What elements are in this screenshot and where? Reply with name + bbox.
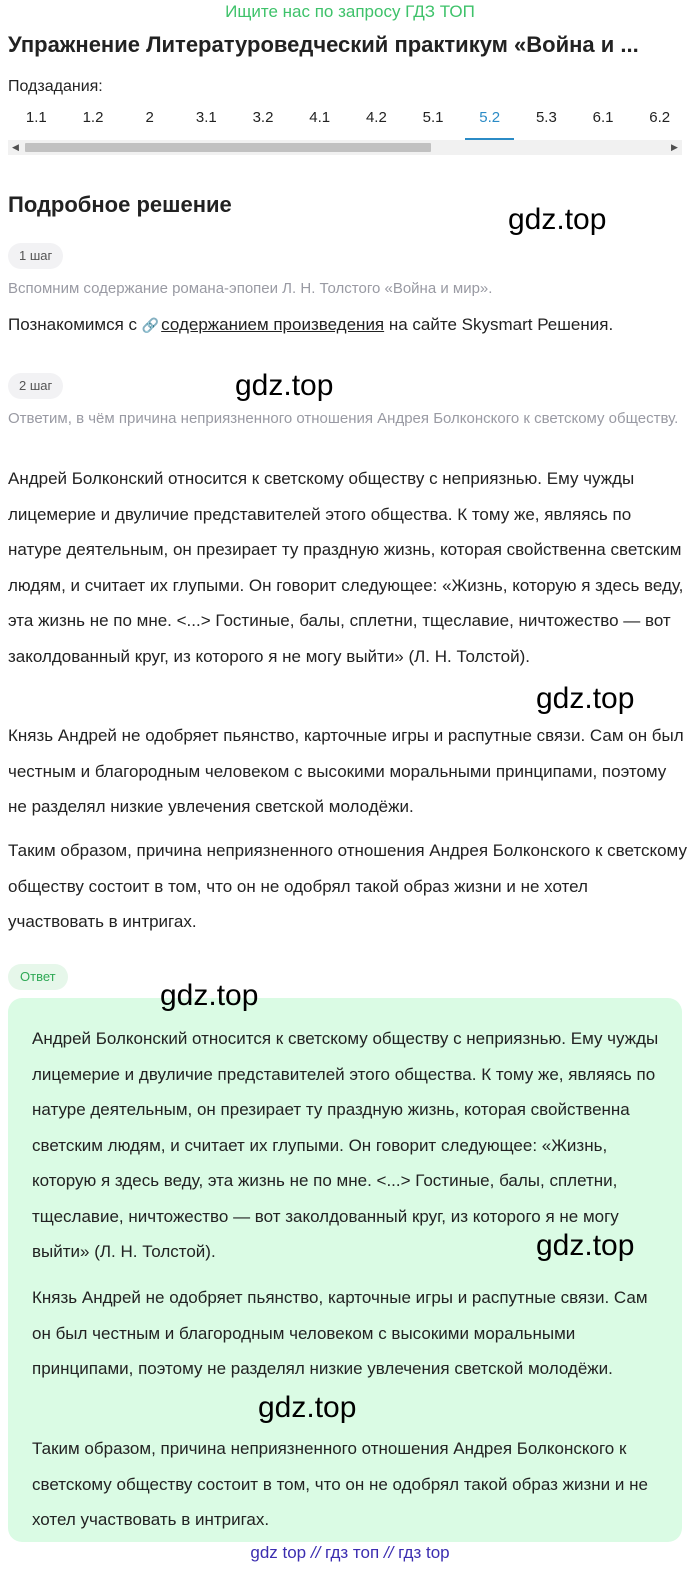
watermark: gdz.top <box>235 369 334 402</box>
answer-badge: Ответ <box>8 964 68 990</box>
answer-paragraph-3: Таким образом, причина неприязненного отношения Андрея Болконского к светскому обществу состоит в том, что он не одобрял такой образ жизни и не хотел участвовать в интригах. <box>32 1439 648 1529</box>
subtask-tab-5-3[interactable]: 5.3 <box>535 109 557 126</box>
step-2-paragraph-1: Андрей Болконский относится к светскому обществу с неприязнью. Ему чужды лицемерие и двуличие представителей этого общества. К тому же, являясь по натуре деятельным, он презирает ту праздную жизнь, которая свойственна светским людям, и считает их глупыми. Он говорит следующее: «Жизнь, которую я здесь веду, эта жизнь не по мне. <...> Гостиные, балы, сплетни, тщеславие, ничтожество — вот заколдованный круг, из которого я не могу выйти» (Л. Н. Толстой). <box>8 469 684 666</box>
footer-link-gdz-top-mixed[interactable]: гдз top <box>398 1543 450 1562</box>
content-link[interactable]: содержанием произведения <box>161 315 385 334</box>
subtask-tab-1-2[interactable]: 1.2 <box>82 109 104 126</box>
footer-links <box>0 1542 700 1564</box>
subtask-tab-4-1[interactable]: 4.1 <box>309 109 331 126</box>
scrollbar-thumb[interactable] <box>25 143 431 152</box>
watermark: gdz.top <box>508 203 607 236</box>
subtasks-label: Подзадания: <box>8 78 103 95</box>
subtask-tab-5-2[interactable]: 5.2 <box>461 104 518 140</box>
page-title: Упражнение Литературоведческий практикум «Война и ... <box>8 32 639 57</box>
subtask-tab-4-2[interactable]: 4.2 <box>365 109 387 126</box>
footer-separator: // <box>383 1543 394 1562</box>
subtask-tab-6-2[interactable]: 6.2 <box>649 109 671 126</box>
answer-paragraph-2: Князь Андрей не одобряет пьянство, карточные игры и распутные связи. Сам он был честным и благородным человеком с высокими моральными принципами, поэтому не разделял низкие увлечения светской молодёжи. <box>32 1288 648 1378</box>
step-1-badge: 1 шаг <box>8 243 63 269</box>
section-title: Подробное решение <box>8 192 232 217</box>
footer-link-gdz-top[interactable]: gdz top <box>250 1543 307 1562</box>
watermark: gdz.top <box>258 1391 357 1424</box>
subtask-tabs <box>8 104 688 140</box>
step-1-text-before: Познакомимся с <box>8 315 142 334</box>
watermark: gdz.top <box>536 682 635 715</box>
link-icon: 🔗 <box>141 317 160 333</box>
step-2-caption: Ответим, в чём причина неприязненного отношения Андрея Болконского к светскому обществу. <box>8 410 679 427</box>
answer-paragraph-1: Андрей Болконский относится к светскому обществу с неприязнью. Ему чужды лицемерие и двуличие представителей этого общества. К тому же, являясь по натуре деятельным, он презирает ту праздную жизнь, которая свойственна светским людям, и считает их глупыми. Он говорит следующее: «Жизнь, которую я здесь веду, эта жизнь не по мне. <...> Гостиные, балы, сплетни, тщеславие, ничтожество — вот заколдованный круг, из которого я не могу выйти» (Л. Н. Толстой). <box>32 1029 659 1261</box>
subtask-tab-3-2[interactable]: 3.2 <box>252 109 274 126</box>
watermark: gdz.top <box>160 979 259 1012</box>
step-1-text <box>8 307 688 344</box>
step-2-badge: 2 шаг <box>8 373 63 399</box>
tabs-horizontal-scrollbar[interactable] <box>8 140 682 155</box>
subtask-tab-3-1[interactable]: 3.1 <box>195 109 217 126</box>
footer-separator: // <box>310 1543 321 1562</box>
search-banner-link[interactable]: Ищите нас по запросу ГДЗ ТОП <box>225 2 475 21</box>
subtask-tab-5-1[interactable]: 5.1 <box>422 109 444 126</box>
step-2-paragraph-3: Таким образом, причина неприязненного отношения Андрея Болконского к светскому обществу состоит в том, что он не одобрял такой образ жизни и не хотел участвовать в интригах. <box>8 841 687 931</box>
watermark: gdz.top <box>536 1229 635 1262</box>
step-2-paragraph-2: Князь Андрей не одобряет пьянство, карточные игры и распутные связи. Сам он был честным и благородным человеком с высокими моральными принципами, поэтому не разделял низкие увлечения светской молодёжи. <box>8 726 684 816</box>
scroll-left-arrow-icon[interactable]: ◀ <box>12 142 19 152</box>
footer-link-gdz-top-cyrillic[interactable]: гдз топ <box>325 1543 380 1562</box>
step-1-caption: Вспомним содержание романа-эпопеи Л. Н. Толстого «Война и мир». <box>8 280 493 297</box>
scroll-right-arrow-icon[interactable]: ▶ <box>671 142 678 152</box>
subtask-tab-6-1[interactable]: 6.1 <box>592 109 614 126</box>
subtask-tab-2[interactable]: 2 <box>145 109 154 126</box>
subtask-tab-1-1[interactable]: 1.1 <box>25 109 47 126</box>
step-1-text-after: на сайте Skysmart Решения. <box>384 315 614 334</box>
